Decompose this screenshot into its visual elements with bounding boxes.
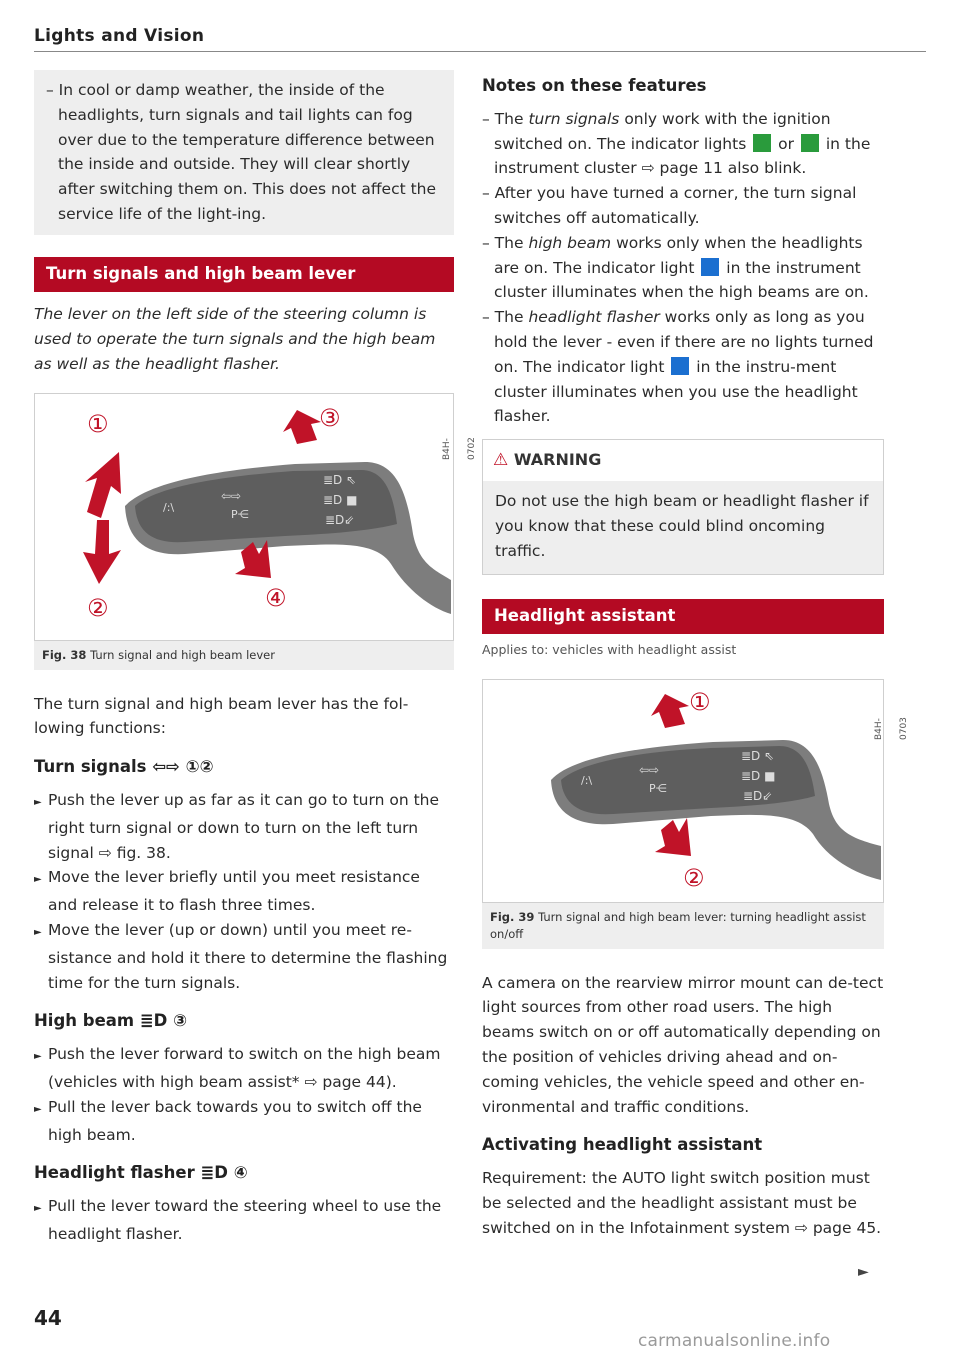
camera-paragraph: A camera on the rearview mirror mount can de-tect light sources from other road users. The high beams switch on or off automatically depending on the position of vehicles driving ahead and on-coming vehicles, the vehicle speed and other en-vironmental and traffic conditions. xyxy=(482,973,884,1116)
lever-symbol-arrows: ⇦⇨ xyxy=(639,762,660,777)
list-item xyxy=(34,1042,454,1095)
applies-to: Applies to: vehicles with headlight assist xyxy=(482,641,737,657)
notes-list xyxy=(482,107,884,429)
list-item-text: Push the lever forward to switch on the high beam (vehicles with high beam assist* ⇨ page 44). xyxy=(48,1045,441,1091)
lever-symbol-beam-1: ≣D ⇖ xyxy=(741,748,775,763)
figure-38-image xyxy=(34,393,477,641)
callout-3: ③ xyxy=(319,403,341,432)
continue-arrow-icon: ► xyxy=(858,1264,869,1280)
callout-4: ④ xyxy=(265,583,287,612)
note-item-turn-signals: – The turn signals only work with the ignition switched on. The indicator lights or in the instrument cluster ⇨ page 11 also blink. xyxy=(482,109,871,178)
bullet-triangle-icon: ► xyxy=(34,1051,42,1063)
list-item-text: Move the lever (up or down) until you meet re-sistance and hold it there to determine the flashing time for the turn signals. xyxy=(48,920,448,992)
figure-code: B4H-0703 xyxy=(874,716,909,740)
figure-label: Fig. 38 xyxy=(42,647,87,662)
list-item xyxy=(34,918,454,995)
turn-right-indicator-icon xyxy=(801,134,819,152)
activating-heading: Activating headlight assistant xyxy=(482,1135,763,1155)
arrow-down-icon xyxy=(83,520,121,584)
bullet-triangle-icon: ► xyxy=(34,926,42,938)
section-title-turn-signals: Turn signals and high beam lever xyxy=(34,257,454,292)
high-beam-list xyxy=(34,1042,454,1147)
lever-symbol-beam-2: ≣D ■ xyxy=(323,492,358,507)
bullet-triangle-icon: ► xyxy=(34,874,42,886)
lever-symbol-parking: P⋲ xyxy=(649,781,667,795)
figure-38 xyxy=(34,393,477,670)
bullet-triangle-icon: ► xyxy=(34,796,42,808)
arrow-up-icon xyxy=(85,452,121,518)
turn-signals-list xyxy=(34,788,454,995)
callout-2: ② xyxy=(683,863,705,892)
bullet-triangle-icon: ► xyxy=(34,1203,42,1215)
fog-note xyxy=(34,70,454,235)
note-item-flasher: – The headlight flasher works only as long as you hold the lever - even if there are no lights turned on. The indicator light in the instru-ment cluster illuminates when you use the headlight flasher. xyxy=(482,308,874,426)
watermark: carmanualsonline.info xyxy=(638,1331,831,1351)
lever-symbol-left: /:\ xyxy=(581,773,593,787)
callout-1: ① xyxy=(689,687,711,716)
flasher-heading: Headlight flasher ≣D ④ xyxy=(34,1163,248,1183)
callout-2: ② xyxy=(87,593,109,622)
list-item xyxy=(34,865,454,918)
fog-note-text: – In cool or damp weather, the inside of the headlights, turn signals and tail lights can fog over due to the temperature difference between the inside and outside. They will clear shortly after switching them on. This does not affect the service life of the light-ing. xyxy=(46,81,437,223)
high-beam-indicator-icon xyxy=(701,258,719,276)
high-beam-heading: High beam ≣D ③ xyxy=(34,1011,188,1031)
bullet-triangle-icon: ► xyxy=(34,1103,42,1115)
flasher-indicator-icon xyxy=(671,357,689,375)
lever-symbol-beam-3: ≣D⇙ xyxy=(743,788,773,803)
lever-symbol-beam-3: ≣D⇙ xyxy=(325,512,355,527)
figure-caption-text: Turn signal and high beam lever: turning headlight assist on/off xyxy=(490,909,866,941)
functions-intro: The turn signal and high beam lever has the fol-lowing functions: xyxy=(34,694,409,738)
lever-symbol-beam-1: ≣D ⇖ xyxy=(323,472,357,487)
turn-signal-lever-illustration xyxy=(35,394,453,640)
lever-symbol-left: /:\ xyxy=(163,500,175,514)
list-item-text: Pull the lever toward the steering wheel to use the headlight flasher. xyxy=(48,1197,442,1243)
list-item xyxy=(34,1095,454,1148)
callout-1: ① xyxy=(87,409,109,438)
list-item xyxy=(34,1194,454,1247)
arrow-forward-icon xyxy=(651,694,689,728)
figure-label: Fig. 39 xyxy=(490,909,535,924)
header-rule xyxy=(34,51,926,52)
right-column xyxy=(482,70,909,1251)
figure-39-image xyxy=(482,679,909,903)
figure-38-caption xyxy=(34,641,454,670)
arrow-forward-icon xyxy=(283,410,321,444)
list-item-text: Push the lever up as far as it can go to turn on the right turn signal or down to turn on the left turn signal ⇨ fig. 38. xyxy=(48,790,440,862)
activating-paragraph: Requirement: the AUTO light switch position must be selected and the headlight assistant must be switched on in the Infotainment system ⇨ page 45. xyxy=(482,1169,882,1237)
page-number: 44 xyxy=(34,1306,62,1330)
warning-triangle-icon: ⚠ xyxy=(493,450,509,471)
figure-39-caption xyxy=(482,903,884,949)
section-intro: The lever on the left side of the steering column is used to operate the turn signals and the high beam as well as the headlight flasher. xyxy=(34,304,436,373)
warning-text: Do not use the high beam or headlight flasher if you know that these could blind oncoming traffic. xyxy=(483,481,883,574)
warning-header xyxy=(483,440,883,481)
headlight-assist-lever-illustration xyxy=(483,680,883,902)
turn-left-indicator-icon xyxy=(753,134,771,152)
arrow-back-icon xyxy=(655,818,691,856)
warning-box xyxy=(482,439,884,575)
warning-title: WARNING xyxy=(513,450,602,470)
note-item-auto-off: – After you have turned a corner, the turn signal switches off automatically. xyxy=(482,184,857,227)
lever-symbol-parking: P⋲ xyxy=(231,507,249,521)
notes-heading: Notes on these features xyxy=(482,76,707,95)
list-item xyxy=(34,788,454,865)
flasher-list xyxy=(34,1194,454,1247)
lever-symbol-beam-2: ≣D ■ xyxy=(741,768,776,783)
figure-39 xyxy=(482,679,909,949)
section-title-headlight-assistant: Headlight assistant xyxy=(482,599,884,634)
chapter-title: Lights and Vision xyxy=(34,26,205,46)
lever-symbol-arrows: ⇦⇨ xyxy=(221,488,242,503)
left-column xyxy=(34,70,477,1247)
figure-caption-text: Turn signal and high beam lever xyxy=(90,647,275,662)
list-item-text: Pull the lever back towards you to switch off the high beam. xyxy=(48,1097,422,1144)
turn-signals-heading: Turn signals ⇦⇨ ①② xyxy=(34,757,214,777)
list-item-text: Move the lever briefly until you meet resistance and release it to flash three times. xyxy=(48,868,420,915)
figure-code: B4H-0702 xyxy=(442,436,477,460)
note-item-high-beam: – The high beam works only when the headlights are on. The indicator light in the instrument cluster illuminates when the high beams are on. xyxy=(482,233,869,302)
